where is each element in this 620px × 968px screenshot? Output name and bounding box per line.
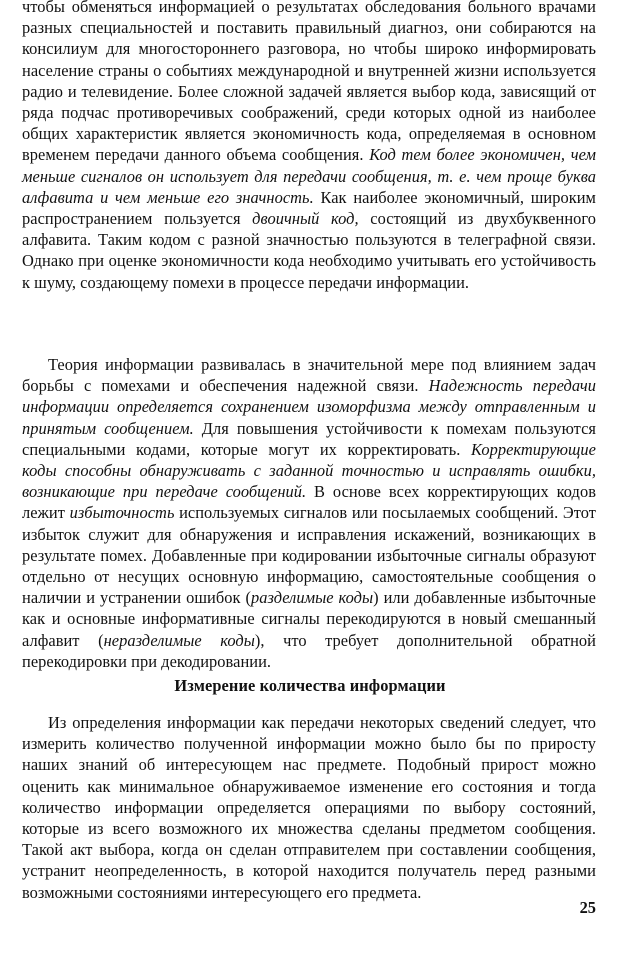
text-segment: чтобы обменяться информацией о результатах обследования больного врачами разных специальностей и поставить правильный диагноз, они собираются на консилиум для многостороннего разговора, но чтобы широко информировать население страны о событиях международной и внутренней жизни используется радио и телевидение. Более сложной задачей является выбор кода, зависящий от ряда подчас противоречивых соображений, среди которых одной из наиболее общих характеристик является экономичность кода, определяемая в основном временем передачи данного объема сообщения. [22,0,596,165]
text-segment: Теория информации развивалась в значительной мере под влиянием задач борьбы с помехами и обеспечения надежной связи. [22,355,596,396]
italic-segment: Код тем более экономичен, чем меньше сигналов он использует для передачи сообщения, т. е. чем проще буква алфавита и чем меньше его значность. [22,145,597,207]
text-segment: Для повышения устойчивости к помехам пользуются специальными кодами, которые могут их корректировать. [22,418,596,459]
text-segment: ) или добавленные избыточные как и основные информативные сигналы перекодируются в новый смешанный алфавит ( [22,588,596,650]
text-segment: используемых сигналов или посылаемых сообщений. Этот избыток служит для обнаружения и исправления искажений, возникающих в результате помех. Добавленные при кодировании избыточные сигналы образуют отдельно от несущих основную информацию, самостоятельные сообщения о наличии и устранении ошибок ( [22,503,596,608]
page-number: 25 [579,898,596,917]
section-heading: Измерение количества информации [174,676,446,695]
paragraph-measurement [22,712,596,903]
italic-segment: избыточность [69,503,175,523]
italic-segment: Надежность передачи информации определяется сохранением изоморфизма между отправленным и принятым сообщением. [22,376,596,438]
italic-segment: двоичный код, [252,209,359,229]
text-segment: ), что требует дополнительной обратной перекодировки при декодировании. [22,630,596,671]
paragraph-code-economy [22,0,596,293]
italic-segment: разделимые коды [250,588,374,608]
section-paragraph-text: Из определения информации как передачи некоторых сведений следует, что измерить количество полученной информации можно было бы по приросту наших знаний об интересующем нас предмете. Подобный прирост можно оценить как минимальное обнаруживаемое изменение его состояния и тогда количество информации определяется операциями по выбору состояний, которые из всего возможного их множества сделаны предметом сообщения. Такой акт выбора, когда он сделан отправителем при составлении сообщения, устранит неопределенность, в которой находится получатель перед разными возможными состояниями интересующего его предмета. [22,713,596,902]
italic-segment: неразделимые коды [103,630,255,650]
text-segment: В основе всех корректирующих кодов лежит [22,482,596,523]
paragraph-information-theory [22,354,596,672]
italic-segment: Корректирующие коды способны обнаруживать с заданной точностью и исправлять ошибки, возникающие при передаче сообщений. [22,439,596,502]
text-segment: состоящий из двухбуквенного алфавита. Таким кодом с разной значностью пользуются в телеграфной связи. Однако при оценке экономичности кода необходимо учитывать его устойчивость к шуму, создающему помехи в процессе передачи информации. [22,209,596,292]
text-segment: Как наиболее экономичный, широким распространением пользуется [22,187,596,229]
